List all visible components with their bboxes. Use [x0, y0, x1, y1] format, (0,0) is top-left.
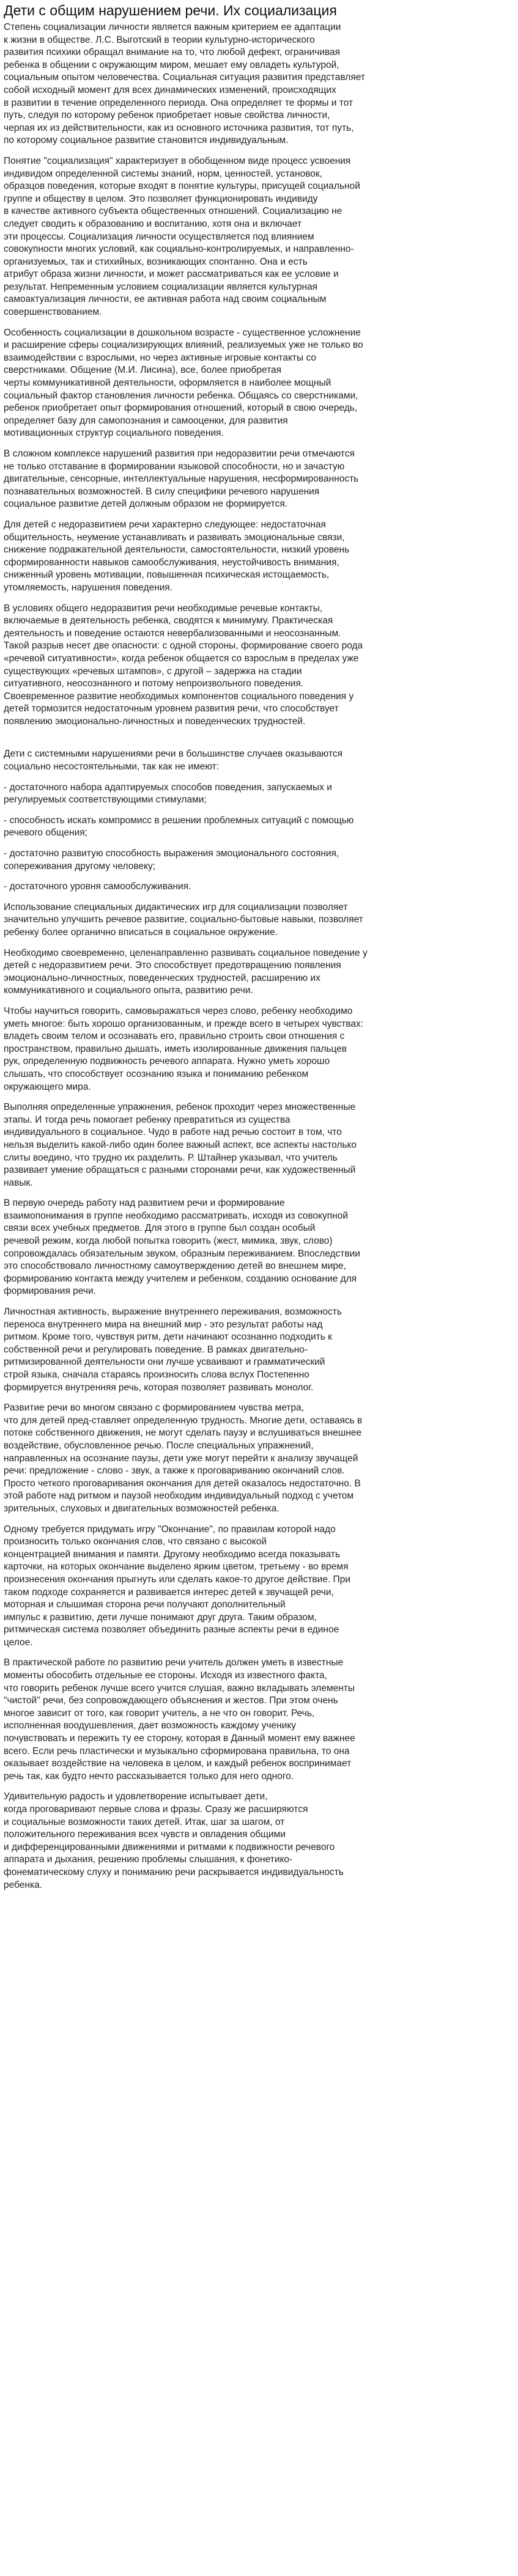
paragraph-practical-work: В практической работе по развитию речи учитель должен уметь в известные моменты обособить отдельные ее стороны. Исходя из известного факта, что говорить ребенок лучше всего учится слушая, важно вкладывать элементы "чистой" речи, без сопровождающего объяснения и жестов. При этом очень многое зависит от того, как говорит учитель, а не что он говорит. Речь, исполненная воодушевления, дает возможность каждому ученику почувствовать и пережить ту ее сторону, которая в Данный момент ему важнее всего. Если речь пластически и музыкально сформирована правильна, то она оказывает воздействие на человека в целом, и каждый ребенок воспринимает речь так, как будто нечто рассказывается только для него одного.: [4, 1657, 355, 1782]
paragraph-exercises: Выполняя определенные упражнения, ребенок проходит через множественные этапы. И тогда речь помогает ребенку превратиться из существа индивидуального в социальное. Чудо в работе над речью состоит в том, что нельзя выделить какой-либо один более важный аспект, все аспекты настолько слиты воедино, что трудно их разделить. Р. Штайнер указывал, что учитель развивает умение обращаться с разными сторонами речи, как художественный навык.: [4, 1102, 357, 1188]
paragraph-ending-game: Одному требуется придумать игру "Окончание", по правилам которой надо произносить только окончания слов, что связано с высокой концентрацией внимания и памяти. Другому необходимо всегда показывать карточки, на которых окончание выделено ярким цветом, третьему - во время произнесения окончания прыгнуть или сделать какое-то другое действие. При таком подходе сохраняется и развивается интерес детей к звучащей речи, моторная и слышимая сторона речи получают дополнительный импульс к развитию, дети лучше понимают друг друга. Таким образом, ритмическая система позволяет объединить разные аспекты речи в единое целое.: [4, 1524, 350, 1648]
paragraph-timely-development: Необходимо своевременно, целенаправленно развивать социальное поведение у детей с недоразвитием речи. Это способствует предотвращению появления эмоционально-личностных, поведенческих трудностей, расширению их коммуникативного и социального опыта, развитию речи.: [4, 947, 368, 996]
paragraph-rhythm: Личностная активность, выражение внутреннего переживания, возможность переноса внутреннего мира на внешний мир - это результат работы над ритмом. Кроме того, чувствуя ритм, дети начинают осознанно подходить к собственной речи и регулировать поведение. В рамках двигательно- ритмизированной деятельности они лучше усваивают и грамматический строй языка, сначала стараясь произносить слова вслух Постепенно формируется внутренняя речь, которая позволяет развивать монолог.: [4, 1307, 342, 1393]
list-item: - достаточного уровня самообслуживания.: [4, 881, 191, 892]
paragraph-general-underdevelopment: В условиях общего недоразвития речи необходимые речевые контакты, включаемые в деятельность ребенка, сводятся к минимуму. Практическая деятельность и поведение остаются невербализованными и неосознанным. Такой разрыв несет две опасности: с одной стороны, формирование своего рода «речевой ситуативности», когда ребенок общается со взрослым в пределах уже существующих «речевых штампов», с другой – задержка на стадии ситуативного, неосознанного и потому непроизвольного поведения. Своевременное развитие необходимых компонентов социального поведения у детей тормозится недостаточным уровнем развития речи, что способствует появлению эмоционально-личностных и поведенческих трудностей.: [4, 603, 363, 727]
paragraph-socialization-criterion: Степень социализации личности является важным критерием ее адаптации к жизни в обществе. Л.С. Выготский в теории культурно-исторического развития психики обращал внимание на то, что любой дефект, ограничивая ребенка в общении с окружающим миром, мешает ему овладеть культурой, социальным опытом человечества. Социальная ситуация развития представляет собой исходный момент для всех динамических изменений, происходящих в развитии в течение определенного периода. Она определяет те формы и тот путь, следуя по которому ребенок приобретает новые свойства личности, черпая их из действительности, как из основного источника развития, тот путь, по которому социальное развитие становится индивидуальным.: [4, 22, 365, 146]
paragraph-meter: Развитие речи во многом связано с формированием чувства метра, что для детей пред-ставляет определенную трудность. Многие дети, оставаясь в потоке собственного движения, не могут сделать паузу и вслушиваться внешнее воздействие, обусловленное речью. После специальных упражнений, направленных на осознание паузы, дети уже могут перейти к анализу звучащей речи: предложение - слово - звук, а также к проговариванию окончаний слов. Просто четкого проговаривания окончания для детей оказалось недостаточно. В этой работе над ритмом и паузой необходим индивидуальный подход с учетом зрительных, слуховых и двигательных возможностей ребенка.: [4, 1403, 363, 1514]
list-item: - достаточно развитую способность выражения эмоционального состояния, сопереживания другому человеку;: [4, 848, 339, 872]
paragraph-systemic-disorders: Дети с системными нарушениями речи в большинстве случаев оказываются социально несостоятельными, так как не имеют:: [4, 749, 343, 772]
list-item: - способность искать компромисс в решении проблемных ситуаций с помощью речевого общения;: [4, 815, 354, 838]
paragraph-speech-regime: В первую очередь работу над развитием речи и формирование взаимопонимания в группе необходимо рассматривать, исходя из совокупной связи всех учебных предметов. Для этого в группе был создан особый речевой режим, когда любой попытка говорить (жест, мимика, звук, слово) сопровождалась обязательным звуком, образным переживанием. Впоследствии это способствовало личностному самоутверждению детей во внешнем мире, формированию контакта между учителем и ребенком, созданию основание для формирования речи.: [4, 1198, 360, 1297]
paragraph-socialization-concept: Понятие "социализация" характеризует в обобщенном виде процесс усвоения индивидом определенной системы знаний, норм, ценностей, установок, образцов поведения, которые входят в понятие культуры, присущей социальной группе и обществу в целом. Это позволяет функционировать индивиду в качестве активного субъекта общественных отношений. Социализацию не следует сводить к образованию и воспитанию, хотя она и включает эти процессы. Социализация личности осуществляется под влиянием совокупности многих условий, как социально-контролируемых, и направленно- организуемых, так и стихийных, возникающих спонтанно. Она и есть атрибут образа жизни личности, и может рассматриваться как ее условие и результат. Непременным условием социализации является культурная самоактуализация личности, ее активная работа над своим социальным совершенствованием.: [4, 155, 360, 318]
paragraph-characteristics: Для детей с недоразвитием речи характерно следующее: недостаточная общительность, неумение устанавливать и развивать эмоциональные связи, снижение подражательной деятельности, самостоятельности, низкий уровень сформированности навыков самообслуживания, неустойчивость внимания, сниженный уровень мотивации, повышенная психическая истощаемость, утомляемость, нарушения поведения.: [4, 519, 350, 593]
paragraph-didactic-games: Использование специальных дидактических игр для социализации позволяет значительно улучшить речевое развитие, социально-бытовые навыки, позволяет ребенку более органично вписаться в социальное окружение.: [4, 901, 363, 938]
paragraph-complex-disorders: В сложном комплексе нарушений развития при недоразвитии речи отмечаются не только отставание в формировании языковой способности, но и зачастую двигательные, сенсорные, интеллектуальные нарушения, несформированность познавательных возможностей. В силу специфики речевого нарушения социальное развитие детей должным образом не формируется.: [4, 449, 359, 510]
blank-gap: [4, 736, 507, 748]
list-item: - достаточного набора адаптируемых способов поведения, запускаемых и регулируемых соответствующими стимулами;: [4, 782, 332, 805]
paragraph-preschool-socialization: Особенность социализации в дошкольном возрасте - существенное усложнение и расширение сферы социализирующих влияний, реализуемых уже не только во взаимодействии с взрослыми, но через активные игровые контакты со сверстниками. Общение (М.И. Лисина), все, более приобретая черты коммуникативной деятельности, оформляется в наиболее мощный социальный фактор становления личности ребенка. Общаясь со сверстниками, ребенок приобретает опыт формирования отношений, который в свою очередь, определяет базу для самопознания и самооценки, для развития мотивационных структур социального поведения.: [4, 327, 363, 439]
paragraph-conclusion: Удивительную радость и удовлетворение испытывает дети, когда проговаривают первые слова и фразы. Сразу же расширяются и социальные возможности таких детей. Итак, шаг за шагом, от положительного переживания всех чувств и овладения общими и дифференцированными движениями и ритмами к подвижности речевого аппарата и дыхания, решению проблемы слышания, к фонетико- фонематическому слуху и пониманию речи раскрывается индивидуальность ребенка.: [4, 1791, 344, 1890]
paragraph-learning-to-speak: Чтобы научиться говорить, самовыражаться через слово, ребенку необходимо уметь многое: быть хорошо организованным, и прежде всего в четырех чувствах: владеть своим телом и осознавать его, правильно строить свои отношения с пространством, правильно дышать, иметь изолированные движения пальцев рук, определенную подвижность речевого аппарата. Нужно уметь хорошо слышать, что способствует осознанию языка и пониманию ребенком окружающего мира.: [4, 1005, 364, 1092]
article-title: Дети с общим нарушением речи. Их социализация: [4, 2, 337, 18]
